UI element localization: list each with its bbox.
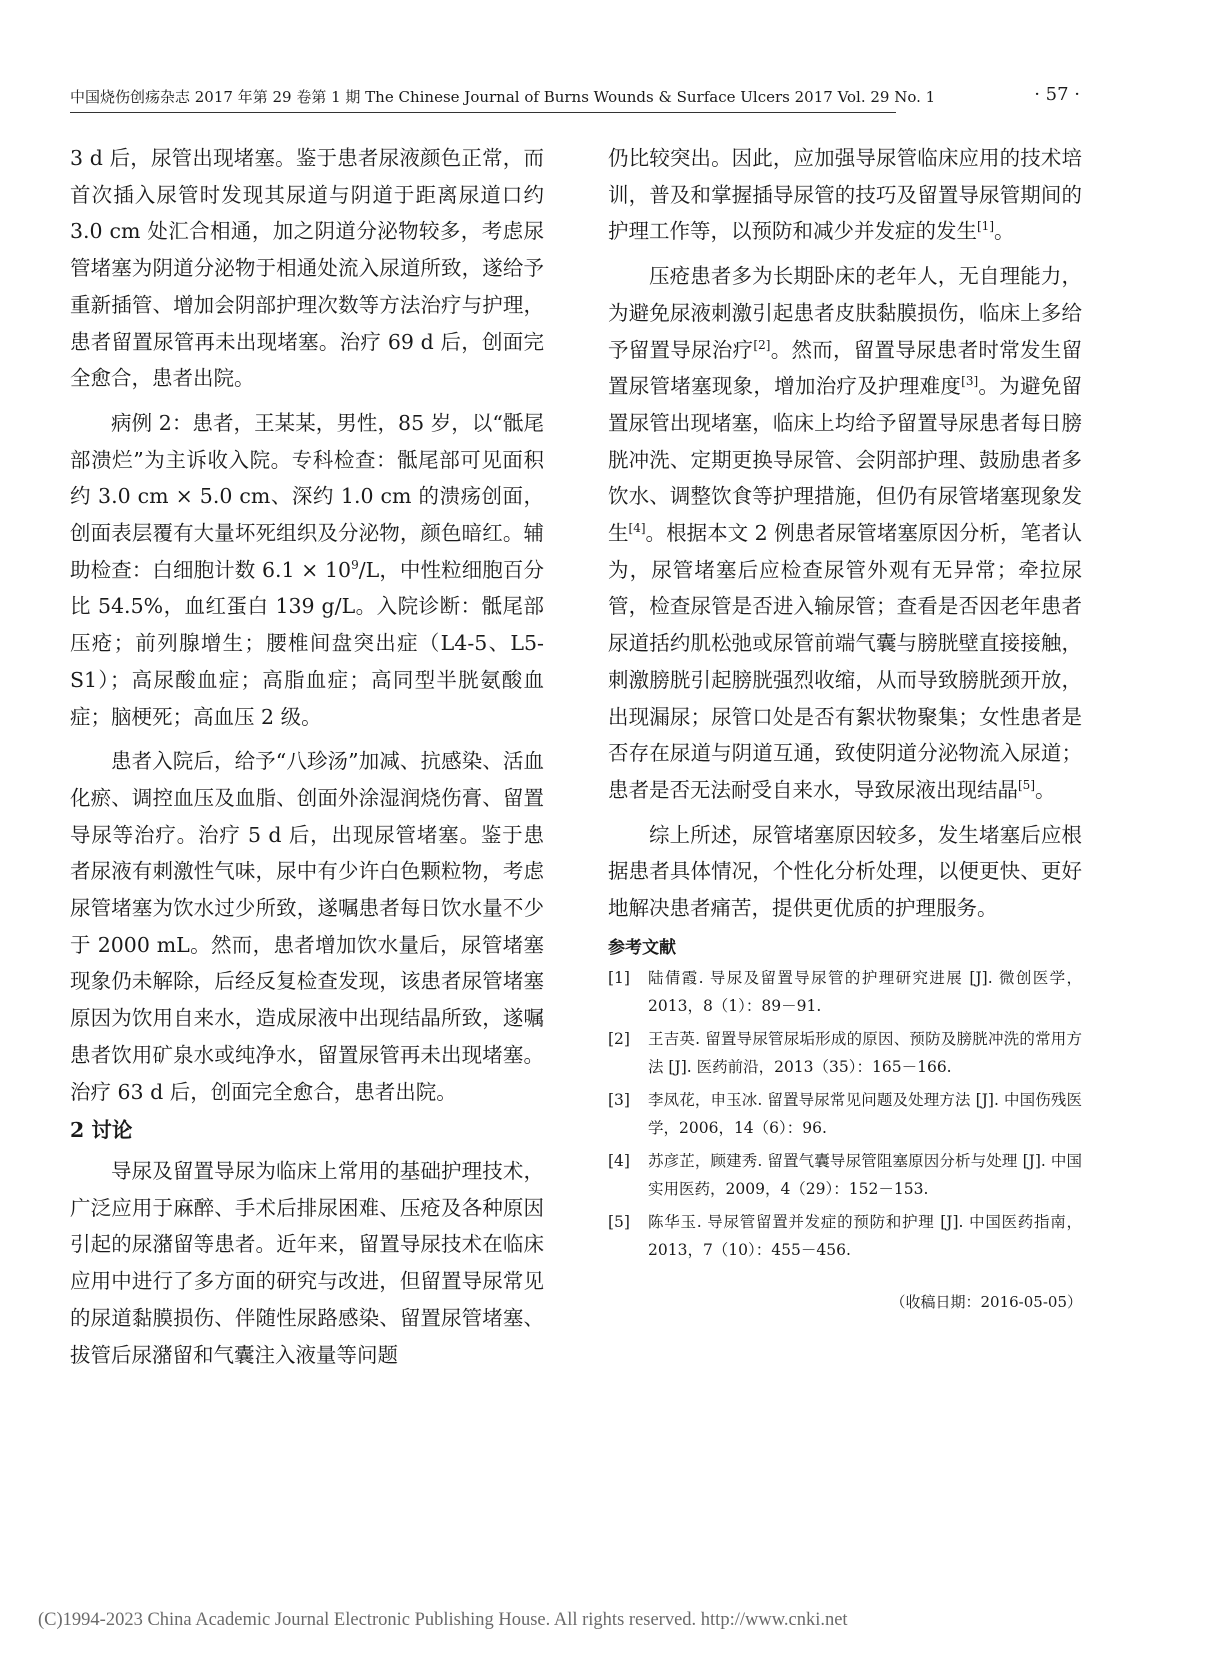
header-rule — [70, 112, 896, 113]
citation-4: [4] — [628, 521, 646, 536]
reference-list — [608, 964, 1082, 1265]
citation-5: [5] — [1018, 778, 1035, 793]
discussion-paragraph-2: 压疮患者多为长期卧床的老年人，无自理能力，为避免尿液刺激引起患者皮肤黏膜损伤，临床上多给予留置导尿治疗[2]。然而，留置导尿患者时常发生留置尿管堵塞现象，增加治疗及护理难度[3]。为避免留置尿管出现堵塞，临床上均给予留置导尿患者每日膀胱冲洗、定期更换导尿管、会阴部护理、鼓励患者多饮水、调整饮食等护理措施，但仍有尿管堵塞现象发生[4]。根据本文 2 例患者尿管堵塞原因分析，笔者认为，尿管堵塞后应检查尿管外观有无异常；牵拉尿管，检查尿管是否进入输尿管；查看是否因老年患者尿道括约肌松弛或尿管前端气囊与膀胱壁直接接触，刺激膀胱引起膀胱强烈收缩，从而导致膀胱颈开放，出现漏尿；尿管口处是否有絮状物聚集；女性患者是否存在尿道与阴道互通，致使阴道分泌物流入尿道；患者是否无法耐受自来水，导致尿液出现结晶[5]。 — [608, 264, 1083, 802]
case1-continuation: 3 d 后，尿管出现堵塞。鉴于患者尿液颜色正常，而首次插入尿管时发现其尿道与阴道于距离尿道口约 3.0 cm 处汇合相通，加之阴道分泌物较多，考虑尿管堵塞为阴道分泌物于相通处流入尿道所致，遂给予重新插管、增加会阴部护理次数等方法治疗与护理，患者留置尿管再未出现堵塞。治疗 69 d 后，创面完全愈合，患者出院。 — [70, 146, 544, 391]
running-header — [70, 86, 1080, 114]
reference-item: [1] 陆倩霞. 导尿及留置导尿管的护理研究进展 [J]. 微创医学，2013，8（1）：89－91. — [608, 968, 1082, 1016]
discussion-paragraph-1: 导尿及留置导尿为临床上常用的基础护理技术，广泛应用于麻醉、手术后排尿困难、压疮及各种原因引起的尿潴留等患者。近年来，留置导尿技术在临床应用中进行了多方面的研究与改进，但留置导尿常见的尿道黏膜损伤、伴随性尿路感染、留置尿管堵塞、拔管后尿潴留和气囊注入液量等问题 — [70, 1158, 544, 1367]
journal-running-title: 中国烧伤创疡杂志 2017 年第 29 卷第 1 期 The Chinese Journal of Burns Wounds & Surface Ulcers 2017 Vol. 29 No. 1 — [70, 88, 936, 106]
right-column — [608, 140, 1082, 1312]
reference-item: [4] 苏彦芷，顾建秀. 留置气囊导尿管阻塞原因分析与处理 [J]. 中国实用医药，2009，4（29）：152－153. — [608, 1151, 1082, 1199]
citation-2: [2] — [753, 337, 771, 352]
case2-paragraph: 病例 2：患者，王某某，男性，85 岁，以“骶尾部溃烂”为主诉收入院。专科检查：骶尾部可见面积约 3.0 cm × 5.0 cm、深约 1.0 cm 的溃疡创面，创面表层覆有大量坏死组织及分泌物，颜色暗红。辅助检查：白细胞计数 $6.1 \times 10^9/L$，中性粒细胞百分比 54.5%，血红蛋白 139 g/L。入院诊断：骶尾部压疮；前列腺增生；腰椎间盘突出症（L4-5、L5-S1）；高尿酸血症；高脂血症；高同型半胱氨酸血症；脑梗死；高血压 2 级。 — [70, 410, 544, 729]
citation-1: [1] — [977, 219, 994, 234]
received-date: （收稿日期：2016-05-05） — [890, 1292, 1082, 1311]
case2-treatment-paragraph: 患者入院后，给予“八珍汤”加减、抗感染、活血化瘀、调控血压及血脂、创面外涂湿润烧伤膏、留置导尿等治疗。治疗 5 d 后，出现尿管堵塞。鉴于患者尿液有刺激性气味，尿中有少许白色颗粒物，考虑尿管堵塞为饮水过少所致，遂嘱患者每日饮水量不少于 2000 mL。然而，患者增加饮水量后，尿管堵塞现象仍未解除，后经反复检查发现，该患者尿管堵塞原因为饮用自来水，造成尿液中出现结晶所致，遂嘱患者饮用矿泉水或纯净水，留置尿管再未出现堵塞。治疗 63 d 后，创面完全愈合，患者出院。 — [70, 749, 544, 1104]
page-number: · 57 · — [1034, 84, 1080, 105]
reference-item: [3] 李凤花，申玉冰. 留置导尿常见问题及处理方法 [J]. 中国伤残医学，2006，14（6）：96. — [608, 1090, 1082, 1138]
reference-item: [5] 陈华玉. 导尿管留置并发症的预防和护理 [J]. 中国医药指南，2013，7（10）：455－456. — [608, 1212, 1082, 1260]
references-title: 参考文献 — [608, 937, 676, 958]
conclusion-paragraph: 综上所述，尿管堵塞原因较多，发生堵塞后应根据患者具体情况，个性化分析处理，以便更快、更好地解决患者痛苦，提供更优质的护理服务。 — [608, 822, 1082, 921]
reference-item: [2] 王吉英. 留置导尿管尿垢形成的原因、预防及膀胱冲洗的常用方法 [J]. 医药前沿，2013（35）：165－166. — [608, 1029, 1082, 1077]
section-heading-discussion: 2 讨论 — [70, 1118, 133, 1143]
discussion-continuation: 仍比较突出。因此，应加强导尿管临床应用的技术培训，普及和掌握插导尿管的技巧及留置导尿管期间的护理工作等，以预防和减少并发症的发生[1]。 — [608, 146, 1082, 244]
citation-3: [3] — [961, 374, 979, 389]
left-column — [70, 140, 544, 1373]
copyright-footer: (C)1994-2023 China Academic Journal Electronic Publishing House. All rights reserved. http://www.cnki.net — [38, 1610, 848, 1630]
